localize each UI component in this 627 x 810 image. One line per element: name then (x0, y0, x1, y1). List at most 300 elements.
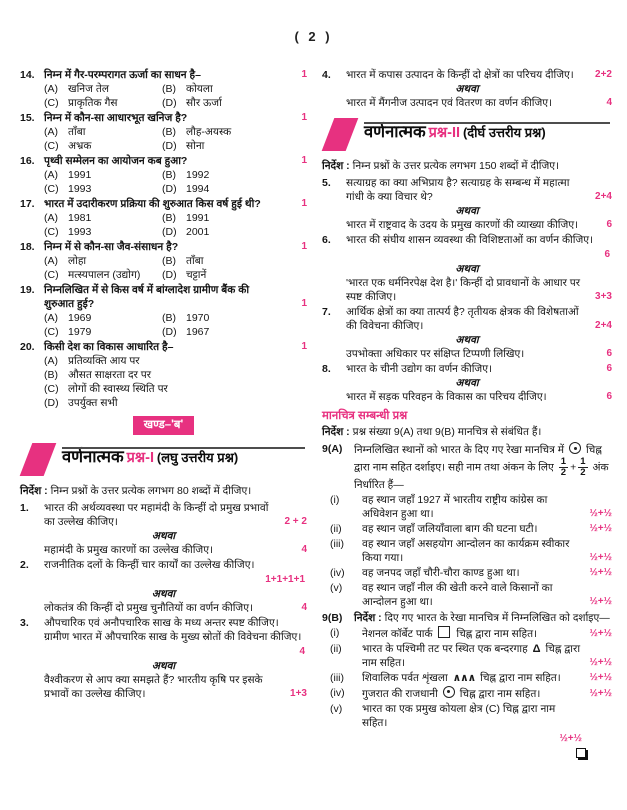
item-text: वह स्थान जहाँ 1927 में भारतीय राष्ट्रीय कांग्रेस का अधिवेशन हुआ था। (362, 493, 548, 520)
intro-text: अंक निर्धारित हैं— (354, 461, 609, 491)
header-rule (62, 447, 305, 449)
option (44, 382, 307, 396)
marks-badge: 1 (301, 155, 307, 166)
option (44, 125, 156, 139)
option-label: (A) (44, 355, 58, 367)
fraction-numerator: 1 (580, 456, 586, 467)
option-text: ताँबा (68, 126, 86, 138)
question-text: भारत में कपास उत्पादन के किन्हीं दो क्षेत्रों का परिचय दीजिए। (346, 69, 574, 81)
left-column (20, 68, 307, 762)
option-text: लोहा (68, 255, 87, 267)
question-main (322, 233, 612, 247)
option (162, 139, 307, 153)
question-alternative (20, 601, 307, 615)
item-text: गुजरात की राजधानी चिह्न द्वारा नाम सहित। (362, 687, 541, 700)
marks-badge: 6 (606, 363, 612, 374)
option (162, 211, 307, 225)
marks-badge: ½+½ (589, 566, 612, 578)
question-text: भारत में सड़क परिवहन के विकास का परिचय दीजिए। (346, 391, 547, 403)
question-number: 17. (20, 198, 35, 210)
option-label: (B) (162, 312, 176, 324)
marks-badge: 4 (301, 602, 307, 613)
question-text: भारत के चीनी उद्योग का वर्णन कीजिए। (346, 363, 493, 375)
question-9b-intro (322, 611, 612, 625)
question-number: 7. (322, 306, 331, 318)
marks-badge: ½+½ (589, 507, 612, 519)
direction-label: निर्देश : (354, 611, 382, 624)
question-number: 6. (322, 234, 331, 246)
option-text: प्राकृतिक गैस (68, 97, 118, 109)
marks-badge: 2+2 (595, 69, 612, 80)
option-label: (C) (44, 269, 59, 281)
marks-badge: ½+½ (589, 671, 612, 683)
question-main (20, 68, 307, 82)
question-text: उपभोक्ता अधिकार पर संक्षिप्त टिप्पणी लिखिए। (346, 348, 525, 360)
section2-direction (322, 159, 612, 173)
option-label: (B) (162, 126, 176, 138)
option-text: 1991 (186, 212, 210, 224)
marks-badge: 1+3 (290, 688, 307, 699)
end-marker-row (322, 748, 612, 762)
marks-badge: 4 (299, 646, 305, 657)
marks-line (322, 731, 612, 746)
question-main (20, 340, 307, 354)
option-text: लोगों की स्वास्थ्य स्थिति पर (68, 383, 168, 395)
right-column (322, 68, 612, 762)
options-list (44, 82, 307, 110)
question-number: 9(B) (322, 611, 343, 624)
option-label: (A) (44, 255, 58, 267)
map-item (322, 626, 612, 641)
option-text: सोना (186, 140, 205, 152)
option (44, 168, 156, 182)
map-item (322, 581, 612, 609)
or-separator: अथवा (151, 660, 176, 672)
question-number: 15. (20, 112, 35, 124)
map-item (322, 493, 612, 521)
option-text: 1969 (68, 312, 92, 324)
item-number: (i) (330, 626, 340, 639)
map-item (322, 686, 612, 701)
option (44, 354, 307, 368)
marks-line (20, 644, 307, 659)
question-alternative (20, 673, 307, 701)
question-main (322, 176, 612, 204)
or-separator: अथवा (455, 263, 479, 275)
marks-badge: 4 (606, 97, 612, 108)
item-number: (i) (330, 493, 340, 506)
header-rule (364, 122, 610, 124)
option (162, 325, 307, 339)
option-label: (D) (44, 397, 59, 409)
option-label: (B) (162, 169, 176, 181)
intro-text: दिए गए भारत के रेखा मानचित्र में निम्नलिखित को दर्शाइए— (384, 611, 610, 624)
option-text: 1992 (186, 169, 210, 181)
question-alternative (322, 347, 612, 361)
question-text: किसी देश का विकास आधारित है– (44, 341, 174, 353)
option-label: (A) (44, 83, 58, 95)
option-text: 1993 (68, 226, 92, 238)
section2-title-sub: (दीर्घ उत्तरीय प्रश्न) (462, 125, 546, 140)
option-label: (B) (162, 212, 176, 224)
descriptive-question (322, 176, 612, 232)
option-text: प्रतिव्यक्ति आय पर (68, 355, 140, 367)
marks-badge: 6 (604, 249, 610, 260)
section2-header (322, 118, 612, 152)
option (162, 82, 307, 96)
question-text: निम्नलिखित में से किस वर्ष में बांग्लादेश ग्रामीण बैंक की शुरुआत हुई? (44, 284, 250, 310)
question-number: 18. (20, 241, 35, 253)
marks-badge: 1 (301, 341, 307, 352)
option-text: 1991 (68, 169, 92, 181)
item-text: वह स्थान जहाँ असहयोग आन्दोलन का कार्यक्रम स्वीकार किया गया। (362, 537, 570, 564)
question-main (322, 362, 612, 376)
option-label: (D) (162, 269, 177, 281)
or-separator: अथवा (455, 377, 479, 389)
options-list (44, 254, 307, 282)
mcq-question (20, 154, 307, 196)
section1-title-accent: प्रश्न-I (126, 450, 154, 466)
marks-badge: 4 (301, 544, 307, 555)
marks-badge: ½+½ (589, 627, 612, 639)
map-item (322, 702, 612, 730)
short-questions-section (20, 501, 307, 701)
options-list (44, 168, 307, 196)
option (44, 325, 156, 339)
direction-label: निर्देश : (20, 485, 48, 497)
option (44, 182, 156, 196)
option (162, 182, 307, 196)
question-text: निम्न में से कौन-सा जैव-संसाधन है? (44, 241, 179, 253)
option-label: (D) (162, 97, 177, 109)
question-text: भारत की संघीय शासन व्यवस्था की विशिष्टताओं का वर्णन कीजिए। (346, 234, 594, 246)
question-text: सत्याग्रह का क्या अभिप्राय है? सत्याग्रह के सम्बन्ध में महात्मा गांधी के क्या विचार थे? (346, 177, 570, 203)
mcq-question (20, 68, 307, 110)
mcq-question (20, 197, 307, 239)
section-b-row (20, 416, 307, 435)
question-main (322, 68, 612, 82)
item-text: नेशनल कॉर्बेट पार्क चिह्न द्वारा नाम सहित। (362, 627, 538, 640)
circle-dot-symbol-icon (569, 442, 581, 454)
item-number: (v) (330, 702, 343, 715)
question-9b (322, 611, 612, 746)
option-text: सौर ऊर्जा (186, 97, 222, 109)
question-number: 3. (20, 617, 29, 629)
square-symbol-icon (438, 626, 450, 638)
question-alternative (322, 218, 612, 232)
option-text: चट्टानें (186, 269, 207, 281)
descriptive-question (322, 362, 612, 404)
item-number: (iii) (330, 537, 344, 550)
question-main (322, 305, 612, 333)
marks-badge: 2+4 (595, 191, 612, 202)
question-text: निम्न में कौन-सा आधारभूत खनिज है? (44, 112, 188, 124)
options-list (44, 125, 307, 153)
marks-badge: 2+4 (595, 320, 612, 331)
direction-text: निम्न प्रश्नों के उत्तर प्रत्येक लगभग 80 शब्दों में दीजिए। (50, 485, 252, 497)
option (44, 254, 156, 268)
option (44, 311, 156, 325)
option-label: (B) (162, 83, 176, 95)
option (44, 396, 307, 410)
descriptive-question (322, 305, 612, 361)
option (162, 254, 307, 268)
option-label: (D) (162, 183, 177, 195)
option-text: 1967 (186, 326, 210, 338)
marks-badge: ½+½ (559, 732, 582, 744)
question-number: 1. (20, 502, 29, 514)
option-text: खनिज तेल (68, 83, 109, 95)
marks-badge: 6 (606, 391, 612, 402)
or-separator: अथवा (151, 588, 176, 600)
direction-text: प्रश्न संख्या 9(A) तथा 9(B) मानचित्र से संबंधित हैं। (352, 426, 542, 438)
long-questions-section (322, 176, 612, 404)
marks-badge: ½+½ (589, 656, 612, 668)
question-text: लोकतंत्र की किन्हीं दो प्रमुख चुनौतियों का वर्णन कीजिए। (44, 602, 254, 614)
marks-badge: 3+3 (595, 291, 612, 302)
question-text: भारत में मैंगनीज उत्पादन एवं वितरण का वर्णन कीजिए। (346, 97, 553, 109)
option-text: 1994 (186, 183, 210, 195)
option-text: 1981 (68, 212, 92, 224)
marks-badge: 2 + 2 (284, 516, 307, 527)
mcq-question (20, 240, 307, 282)
map-item (322, 671, 612, 685)
map-item (322, 522, 612, 536)
question-number: 14. (20, 69, 35, 81)
item-text: वह जनपद जहाँ चौरी-चौरा काण्ड हुआ था। (362, 566, 520, 579)
question-alternative (322, 390, 612, 404)
option-label: (C) (44, 97, 59, 109)
option-text: लौह-अयस्क (186, 126, 232, 138)
or-separator: अथवा (455, 83, 479, 95)
option (162, 168, 307, 182)
options-list (44, 211, 307, 239)
option-label: (A) (44, 212, 58, 224)
map-item (322, 566, 612, 580)
question-number: 5. (322, 177, 331, 189)
question-text: महामंदी के प्रमुख कारणों का उल्लेख कीजिए। (44, 544, 214, 556)
option (162, 125, 307, 139)
question-9a-items (322, 493, 612, 609)
section1-title-sub: (लघु उत्तरीय प्रश्न) (156, 450, 239, 465)
options-list (44, 354, 307, 410)
question-9a-intro (322, 442, 612, 492)
marks-badge: 1+1+1+1 (265, 574, 305, 585)
option-text: मत्स्यपालन (उद्योग) (68, 269, 141, 281)
section2-title: वर्णनात्मक (364, 123, 426, 141)
option (44, 211, 156, 225)
question-main (20, 111, 307, 125)
zigzag-symbol-icon: ∧∧∧ (452, 671, 476, 684)
question-text: 'भारत एक धर्मनिरपेक्ष देश है।' किन्हीं दो प्रावधानों के आधार पर स्पष्ट कीजिए। (346, 277, 581, 303)
intro-text: निम्नलिखित स्थानों को भारत के दिए गए रेखा मानचित्र में (354, 444, 565, 456)
question-alternative (322, 276, 612, 304)
question-text: राजनीतिक दलों के किन्हीं चार कार्यों का उल्लेख कीजिए। (44, 559, 255, 571)
descriptive-question (20, 558, 307, 615)
or-separator: अथवा (151, 530, 176, 542)
option (162, 311, 307, 325)
end-of-paper-icon (576, 748, 586, 758)
option (44, 82, 156, 96)
descriptive-question (322, 233, 612, 304)
question-main (20, 283, 307, 311)
question-main (20, 154, 307, 168)
question-alternative (322, 96, 612, 110)
descriptive-question (20, 616, 307, 701)
question-9a (322, 442, 612, 609)
question-alternative (20, 543, 307, 557)
option (44, 225, 156, 239)
option-label: (C) (44, 326, 59, 338)
two-column-layout (0, 68, 627, 762)
option-text: औसत साक्षरता दर पर (68, 369, 152, 381)
option (44, 268, 156, 282)
option (44, 96, 156, 110)
option-label: (C) (44, 226, 59, 238)
item-number: (iv) (330, 686, 345, 699)
option-label: (A) (44, 312, 58, 324)
mcq-section (20, 68, 307, 410)
option-label: (C) (44, 183, 59, 195)
option-text: उपर्युक्त सभी (68, 397, 118, 409)
marks-badge: 1 (301, 241, 307, 252)
half-fraction (559, 457, 568, 478)
item-text: वह स्थान जहाँ जलियाँवाला बाग की घटना घटी। (362, 522, 538, 535)
option-label: (D) (162, 140, 177, 152)
question-number: 19. (20, 284, 35, 296)
item-number: (v) (330, 581, 343, 594)
option (44, 139, 156, 153)
question-main (20, 616, 307, 644)
question-9b-items (322, 626, 612, 746)
option-text: 2001 (186, 226, 210, 238)
mcq-question (20, 283, 307, 339)
section-b-badge: खण्ड–'ब' (133, 416, 194, 435)
marks-badge: 6 (606, 219, 612, 230)
section-flag-icon (322, 118, 359, 151)
section1-title: वर्णनात्मक (62, 448, 124, 466)
option-text: 1993 (68, 183, 92, 195)
item-text: शिवालिक पर्वत शृंखला ∧∧∧ चिह्न द्वारा नाम सहित। (362, 671, 561, 684)
question-text: निम्न में गैर-परम्परागत ऊर्जा का साधन है– (44, 69, 201, 81)
question4-slot (322, 68, 612, 110)
marks-badge: ½+½ (589, 551, 612, 563)
map-section-direction (322, 425, 612, 439)
options-list (44, 311, 307, 339)
marks-badge: ½+½ (589, 522, 612, 534)
marks-line (20, 572, 307, 587)
question-text: आर्थिक क्षेत्रों का क्या तात्पर्य है? तृतीयक क्षेत्रक की विशेषताओं की विवेचना कीजिए। (346, 306, 579, 332)
question-main (20, 558, 307, 572)
question-main (20, 197, 307, 211)
item-number: (iv) (330, 566, 345, 579)
marks-badge: 1 (301, 298, 307, 309)
question-number: 16. (20, 155, 35, 167)
question-number: 20. (20, 341, 35, 353)
descriptive-question (322, 68, 612, 110)
option-label: (B) (162, 255, 176, 267)
marks-line (322, 247, 612, 262)
fraction-numerator: 1 (560, 456, 567, 467)
question-main (20, 501, 307, 529)
option (162, 225, 307, 239)
option (162, 268, 307, 282)
marks-badge: 1 (301, 112, 307, 123)
item-number: (iii) (330, 671, 344, 684)
mcq-question (20, 340, 307, 410)
plus-sign: + (570, 461, 577, 474)
or-separator: अथवा (455, 205, 479, 217)
option-label: (D) (162, 326, 177, 338)
question-main (20, 240, 307, 254)
map-item (322, 642, 612, 670)
option-label: (D) (162, 226, 177, 238)
half-fraction (578, 457, 587, 478)
mcq-question (20, 111, 307, 153)
descriptive-question (20, 501, 307, 557)
option-label: (C) (44, 383, 59, 395)
direction-label: निर्देश : (322, 160, 350, 172)
question-text: वैश्वीकरण से आप क्या समझते हैं? भारतीय कृषि पर इसके प्रभावों का उल्लेख कीजिए। (44, 674, 263, 700)
intro-text: चिह्न द्वारा नाम सहित दर्शाइए। सही नाम तथा अंकन के लिए (354, 444, 602, 474)
fraction-denominator: 2 (580, 466, 586, 478)
direction-text: निम्न प्रश्नों के उत्तर प्रत्येक लगभग 150 शब्दों में दीजिए। (352, 160, 560, 172)
item-text: वह स्थान जहाँ नील की खेती करने वाले किसानों का आन्दोलन हुआ था। (362, 581, 553, 608)
question-text: भारत में उदारीकरण प्रक्रिया की शुरुआत किस वर्ष हुई थी? (44, 198, 261, 210)
question-text: भारत में राष्ट्रवाद के उदय के प्रमुख कारणों की व्याख्या कीजिए। (346, 219, 579, 231)
option-text: 1970 (186, 312, 210, 324)
section-flag-icon (20, 443, 57, 476)
section1-direction (20, 484, 307, 498)
item-number: (ii) (330, 522, 342, 535)
map-item (322, 537, 612, 565)
option-label: (C) (44, 140, 59, 152)
marks-badge: 1 (301, 69, 307, 80)
section2-title-accent: प्रश्न-II (428, 125, 461, 141)
question-number: 8. (322, 363, 331, 375)
page-number: ( 2 ) (294, 29, 333, 44)
marks-badge: 1 (301, 198, 307, 209)
question-text: पृथ्वी सम्मेलन का आयोजन कब हुआ? (44, 155, 188, 167)
option-label: (A) (44, 169, 58, 181)
direction-label: निर्देश : (322, 426, 350, 438)
question-text: भारत की अर्थव्यवस्था पर महामंदी के किन्हीं दो प्रमुख प्रभावों का उल्लेख कीजिए। (44, 502, 269, 528)
triangle-symbol-icon: Δ (532, 642, 541, 655)
map-section-title: मानचित्र सम्बन्धी प्रश्न (322, 410, 408, 422)
marks-badge: 6 (606, 348, 612, 359)
item-number: (ii) (330, 642, 342, 655)
question-text: औपचारिक एवं अनौपचारिक साख के मध्य अन्तर स्पष्ट कीजिए। ग्रामीण भारत में औपचारिक साख के मुख्य स्रोतों की विवेचना कीजिए। (44, 617, 302, 643)
option-text: ताँबा (186, 255, 204, 267)
item-text: भारत का एक प्रमुख कोयला क्षेत्र (C) चिह्न द्वारा नाम सहित। (362, 702, 556, 729)
option-text: अभ्रक (68, 140, 92, 152)
question-number: 2. (20, 559, 29, 571)
circle-dot-symbol-icon (443, 686, 455, 698)
item-text: भारत के पश्चिमी तट पर स्थित एक बन्दरगाह Δ चिह्न द्वारा नाम सहित। (362, 642, 581, 669)
marks-badge: ½+½ (589, 595, 612, 607)
or-separator: अथवा (455, 334, 479, 346)
option-text: कोयला (186, 83, 213, 95)
option-label: (B) (44, 369, 58, 381)
option-label: (A) (44, 126, 58, 138)
fraction-denominator: 2 (560, 466, 567, 478)
marks-badge: ½+½ (589, 687, 612, 699)
option-text: 1979 (68, 326, 92, 338)
option (162, 96, 307, 110)
question-number: 9(A) (322, 443, 343, 455)
question-number: 4. (322, 69, 331, 81)
section1-header (20, 443, 307, 477)
